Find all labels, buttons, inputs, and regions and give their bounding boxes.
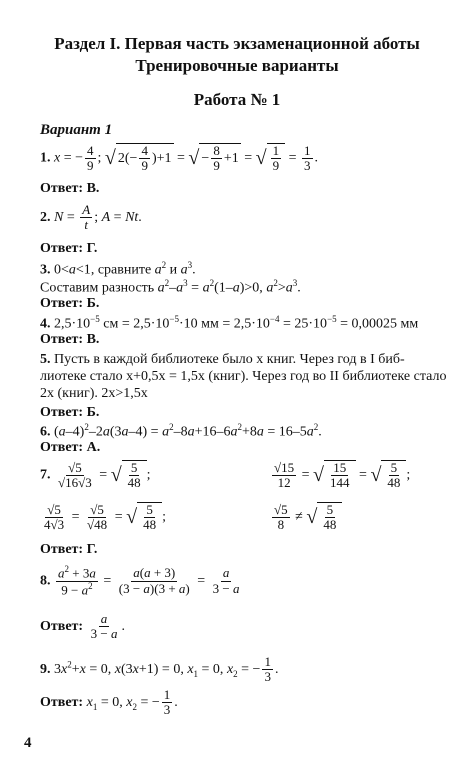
problem-3-line1: 3. 0<a<1, сравните $a^2$ и $a^3$. [40,260,196,278]
problem-7-left-2: $\frac{√5}{4√3}$ = $\frac{√5}{√48}$ = √ $\frac{5}{48}$ ; [44,501,166,533]
answer-8-label: Ответ: [40,619,84,635]
problem-5-text1: Пусть в каждой библиотеке было x книг. Через год в I биб- [54,352,405,367]
problem-3-text1: , сравните [90,262,152,278]
problem-number: 7. [40,467,51,483]
work-title: Работа № 1 [193,90,281,109]
problem-2: 2. N = $\frac{A}{t}$ ; A = Nt. [40,202,142,233]
problem-6: 6. $(a-4)^2-2a(3a-4) = a^2-8a+16-6a^2+8a = 16-5a^2$. [40,422,322,440]
answer-4: Ответ: В. [40,332,100,347]
problem-3-text2: Составим разность [40,280,155,296]
answer-1: Ответ: В. [40,181,100,196]
answer-5: Ответ: Б. [40,405,100,420]
problem-number: 6. [40,424,51,440]
answer-7: Ответ: Г. [40,542,98,557]
answer-6: Ответ: А. [40,440,101,455]
problem-5-line3: 2x (книг). 2x>1,5x [40,386,148,401]
problem-number: 8. [40,573,51,589]
page-number: 4 [24,735,32,751]
problem-number: 3. [40,262,51,278]
problem-7-right-2: $\frac{√5}{8}$ ≠ √ $\frac{5}{48}$ [270,502,342,533]
answer-3: Ответ: Б. [40,296,100,311]
answer-8: Ответ: $\frac{a}{3 - a}$ . [40,611,125,642]
answer-9: Ответ: $x_1 = 0$, $x_2$ = − $\frac{1}{3}$ . [40,687,178,718]
variant-label: Вариант 1 [40,122,113,138]
answer-2: Ответ: Г. [40,241,98,256]
problem-7-left-1: 7. $\frac{√5}{√16√3}$ = √ $\frac{5}{48}$ ; [40,459,151,491]
section-subtitle: Тренировочные варианты [135,56,339,75]
problem-4: 4. $2,5\cdot 10^{-5}$ см = $2,5\cdot 10^{-5}\cdot 10$ мм = $2,5\cdot 10^{-4} = 25\cdot 10^{-5} = 0,00025$ мм [40,314,419,332]
problem-number: 1. [40,150,51,166]
problem-number: 4. [40,316,51,332]
problem-5-line1 [40,352,405,368]
problem-number: 9. [40,662,51,678]
problem-5-line2: лиотеке стало x+0,5x = 1,5x (книг). Через год во II библиотеке стало [40,369,447,384]
problem-1: 1. x = − $\frac{4}{9}$ ; √ 2(− $\frac{4}{9}$ )+1 = √ − $\frac{8}{9}$ +1 = √ $\frac{1}{9}$ = $\frac{1}{3}$ . [40,142,319,174]
section-title: Раздел I. Первая часть экзаменационной аботы [54,34,420,53]
problem-3-line2: Составим разность $a^2-a^3 = a^2(1-a)>0$, $a^2>a^3$. [40,278,301,296]
problem-9: 9. $3x^2+x = 0$, x(3x+1) = 0, $x_1 = 0$, $x_2$ = − $\frac{1}{3}$ . [40,654,279,685]
problem-number: 5. [40,352,51,367]
answer-9-label: Ответ: [40,695,84,711]
problem-7-right-1: $\frac{√15}{12}$ = √ $\frac{15}{144}$ = √ $\frac{5}{48}$ ; [274,459,411,491]
problem-number: 2. [40,210,51,226]
problem-8: 8. $\frac{a^2 + 3a}{9 - a^2}$ = $\frac{a(a + 3)}{(3 - a)(3 + a)}$ = $\frac{a}{3 - a}$ [40,564,240,597]
